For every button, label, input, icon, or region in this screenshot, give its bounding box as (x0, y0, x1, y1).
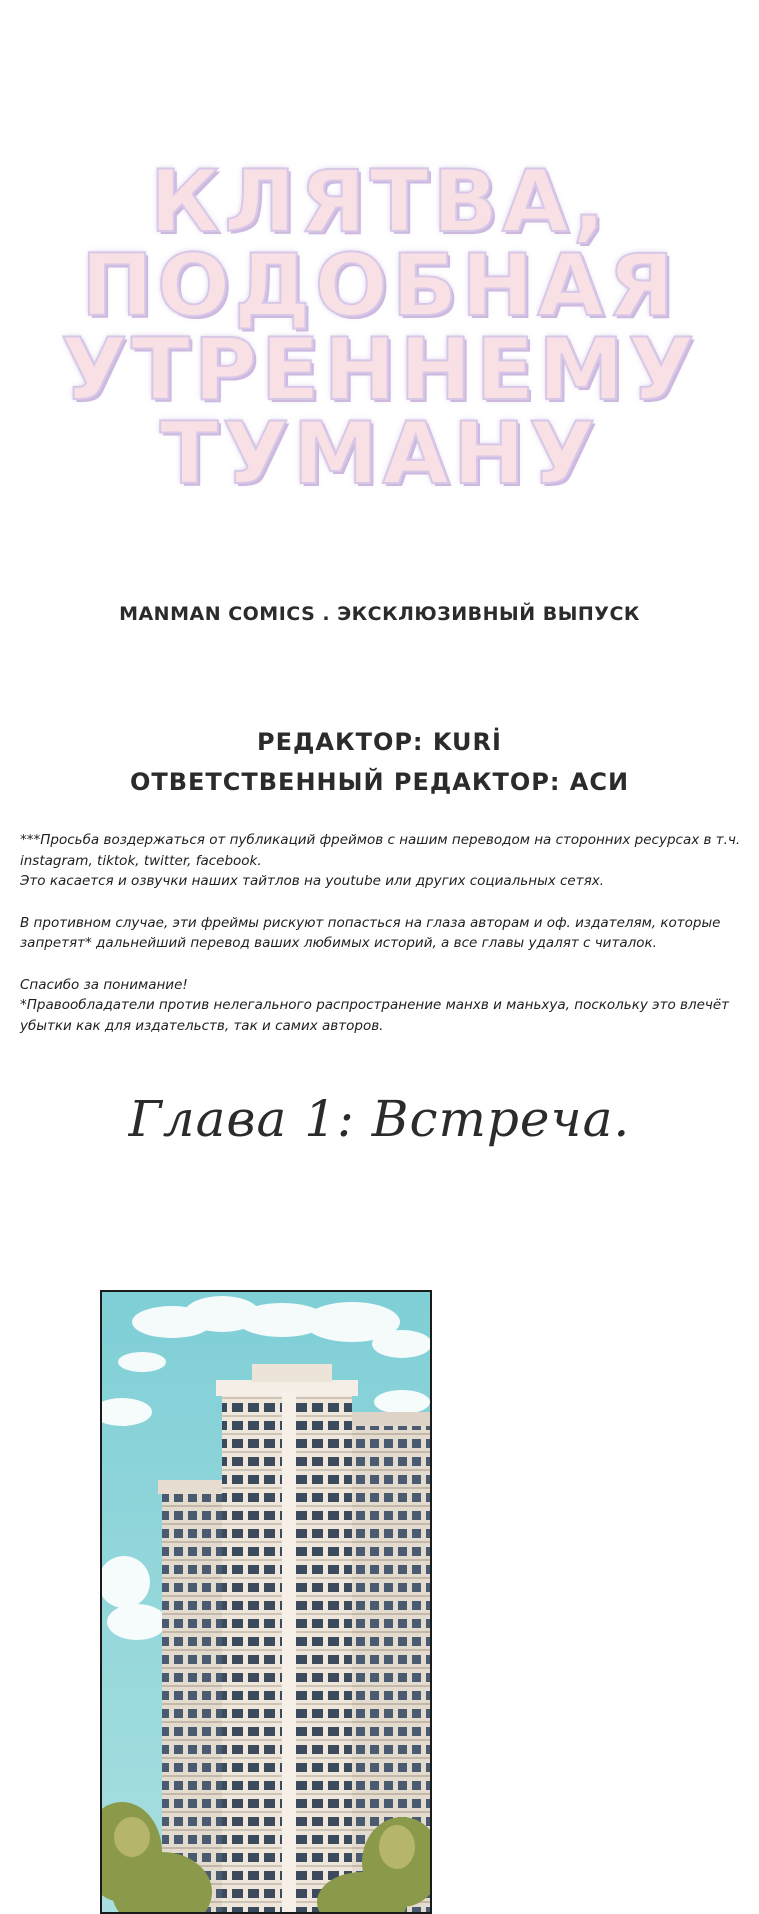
chief-editor-credit: ОТВЕТСТВЕННЫЙ РЕДАКТОР: АСИ (129, 768, 630, 796)
notice-line-4: Спасибо за понимание! (20, 976, 188, 993)
title-line-3: УТРЕННЕМУ (60, 320, 699, 420)
title-line-1: КЛЯТВА, (149, 152, 610, 252)
building-illustration (102, 1292, 430, 1912)
credits (0, 722, 759, 802)
left-tower (162, 1492, 232, 1912)
notice-line-2: Это касается и озвучки наших тайтлов на youtube или других социальных сетях. (20, 873, 605, 889)
notice-line-5: *Правообладатели против нелегального распространение манхв и маньхуа, поскольку это влечёт убытки как для издательств, так и самих авторов. (20, 997, 730, 1034)
notice-line-1: ***Просьба воздержаться от публикаций фреймов с нашим переводом на сторонних ресурсах в т.ч. instagram, tiktok, twitter, facebook. (20, 832, 741, 869)
chapter-title: Глава 1: Встреча. (128, 1090, 631, 1148)
title-line-4: ТУМАНУ (159, 404, 600, 504)
editor-credit: РЕДАКТОР: KURİ (257, 728, 502, 756)
comic-title (0, 152, 759, 504)
translation-notice (20, 830, 745, 1036)
title-line-2: ПОДОБНАЯ (80, 236, 679, 336)
comic-panel-building (100, 1290, 432, 1914)
publisher-subtitle: MANMAN COMICS . ЭКСКЛЮЗИВНЫЙ ВЫПУСК (119, 603, 640, 625)
notice-line-3: В противном случае, эти фреймы рискуют попасться на глаза авторам и оф. издателям, которые запретят* дальнейший перевод ваших любимых историй, а все главы удалят с читалок. (20, 914, 721, 951)
